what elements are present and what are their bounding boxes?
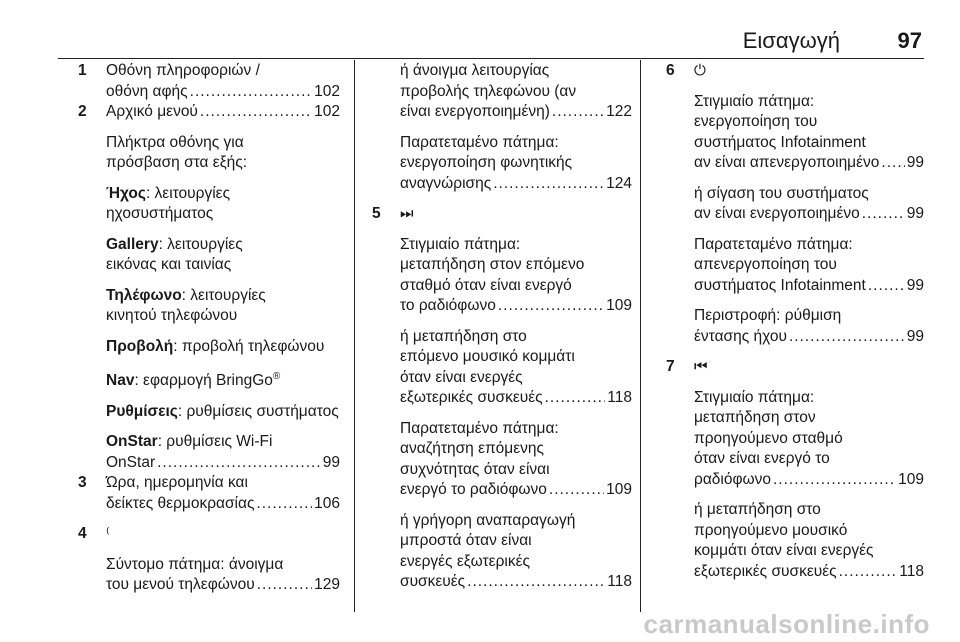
toc-line: εξωτερικές συσκευές ..... 118 (694, 562, 924, 583)
text-line: Στιγμιαίο πάτημα: (400, 235, 521, 253)
page-ref-link[interactable]: 109 (606, 297, 632, 314)
item-number: 7 (666, 358, 675, 375)
page-ref-link[interactable]: 99 (906, 154, 924, 171)
text-line: μπροστά όταν είναι (400, 532, 532, 549)
item-1 (58, 61, 340, 102)
text-line: Πλήκτρα οθόνης για (106, 133, 244, 151)
column-3 (646, 61, 924, 582)
projection-entry: Προβολή: προβολή τηλεφώνου (106, 337, 325, 355)
toc-line: του μενού τηλεφώνου ..... 129 (106, 575, 340, 596)
page-ref-link[interactable]: 99 (906, 276, 924, 294)
text-line: ηχοσυστήματος (106, 205, 214, 222)
item-7 (646, 357, 924, 582)
text-line: σταθμό όταν είναι ενεργό (400, 276, 572, 294)
page-ref-link[interactable]: 129 (314, 576, 340, 594)
column-1 (58, 61, 340, 596)
page-ref-link[interactable]: 122 (606, 103, 632, 120)
text-line: Οθόνη πληροφοριών / (106, 62, 260, 79)
toc-line: OnStar ..... 99 (106, 453, 340, 474)
text-line: Στιγμιαίο πάτημα: (694, 92, 815, 110)
phone-icon: ⁽ (106, 525, 110, 543)
page-ref-link[interactable]: 99 (906, 327, 924, 345)
nav-entry: Nav: εφαρμογή BringGo® (106, 371, 281, 390)
gallery-entry: Gallery: λειτουργίες (106, 235, 243, 253)
text-line: Παρατεταμένο πάτημα: (694, 235, 853, 253)
page-header-title: Εισαγωγή (742, 28, 840, 53)
toc-line: αναγνώρισης ..... 124 (400, 174, 632, 195)
text-line: συχνότητας όταν είναι (400, 460, 550, 478)
page-ref-link[interactable]: 99 (906, 205, 924, 222)
item-5 (352, 204, 632, 593)
text-line: απενεργοποίηση του (694, 256, 837, 273)
text-line: προηγούμενο σταθμό (694, 429, 843, 447)
text-line: προβολής τηλεφώνου (αν (400, 82, 577, 100)
text-line: ενεργοποίηση φωνητικής (400, 154, 573, 171)
text-line: μεταπήδηση στον (694, 409, 816, 426)
toc-line: αν είναι απενεργοποιημένο ..... 99 (694, 153, 924, 174)
item-number: 5 (372, 205, 381, 222)
text-line: εικόνας και ταινίας (106, 256, 232, 273)
column-divider-2 (640, 60, 641, 612)
text-line: πρόσβαση στα εξής: (106, 154, 248, 171)
item-number: 2 (78, 103, 87, 120)
text-line: όταν είναι ενεργές (400, 368, 523, 386)
page-ref-link[interactable]: 124 (606, 174, 632, 192)
toc-line: το ραδιόφωνο ..... 109 (400, 296, 632, 317)
text-line: συστήματος Infotainment (694, 133, 866, 151)
phone-entry: Τηλέφωνο: λειτουργίες (106, 286, 266, 304)
text-line: Ώρα, ημερομηνία και (106, 474, 248, 492)
page-ref-link[interactable]: 102 (314, 82, 340, 100)
item-number: 4 (78, 525, 87, 543)
text-line: κομμάτι όταν είναι ενεργές (694, 542, 874, 559)
toc-line: συστήματος Infotainment ..... 99 (694, 276, 924, 297)
page-ref-link[interactable]: 109 (898, 470, 924, 488)
text-line: ή μεταπήδηση στο (400, 327, 527, 345)
previous-track-icon: ⏮ (694, 358, 708, 375)
item-2 (58, 102, 340, 473)
item-4-continued (352, 61, 632, 194)
onstar-entry: OnStar: ρυθμίσεις Wi-Fi (106, 433, 273, 451)
text-line: ενεργοποίηση του (694, 113, 818, 130)
text-line: ενεργές εξωτερικές (400, 552, 530, 570)
page-ref-link[interactable]: 109 (606, 481, 632, 498)
text-line: Περιστροφή: ρύθμιση (694, 307, 842, 324)
text-line: ή γρήγορη αναπαραγωγή (400, 511, 576, 529)
toc-line: Αρχικό μενού ..... 102 (106, 102, 340, 123)
toc-line: είναι ενεργοποιημένη) ..... 122 (400, 102, 632, 123)
text-line: Σύντομο πάτημα: άνοιγμα (106, 555, 284, 573)
toc-line: οθόνη αφής ..... 102 (106, 82, 340, 103)
text-line: κινητού τηλεφώνου (106, 307, 238, 324)
toc-line: ενεργό το ραδιόφωνο ..... 109 (400, 480, 632, 501)
text-line: Παρατεταμένο πάτημα: (400, 419, 559, 437)
item-number: 3 (78, 474, 87, 492)
text-line: επόμενο μουσικό κομμάτι (400, 348, 575, 365)
header-rule (58, 58, 924, 59)
page-ref-link[interactable]: 106 (314, 494, 340, 512)
item-4 (58, 524, 340, 596)
page-ref-link[interactable]: 118 (607, 573, 632, 590)
toc-line: εξωτερικές συσκευές ..... 118 (400, 388, 632, 409)
power-icon: ⏻ (694, 62, 706, 79)
text-line: ή άνοιγμα λειτουργίας (400, 62, 550, 79)
toc-line: ραδιόφωνο ..... 109 (694, 470, 924, 491)
text-line: Παρατεταμένο πάτημα: (400, 133, 559, 151)
toc-line: συσκευές ..... 118 (400, 572, 632, 593)
item-3 (58, 473, 340, 514)
page-ref-link[interactable]: 118 (899, 562, 924, 580)
text-line: αναζήτηση επόμενης (400, 440, 544, 457)
watermark: carmanualsonline.info (643, 609, 930, 639)
column-2 (352, 61, 632, 593)
toc-line: δείκτες θερμοκρασίας ..... 106 (106, 494, 340, 515)
text-line: όταν είναι ενεργό το (694, 450, 830, 467)
page-ref-link[interactable]: 118 (607, 389, 632, 406)
toc-line: έντασης ήχου ..... 99 (694, 327, 924, 348)
page-ref-link[interactable]: 99 (322, 453, 340, 471)
item-number: 6 (666, 62, 675, 79)
text-line: μεταπήδηση στον επόμενο (400, 256, 585, 273)
settings-entry: Ρυθμίσεις: ρυθμίσεις συστήματος (106, 402, 339, 420)
next-track-icon: ⏭ (400, 205, 414, 222)
text-line: Στιγμιαίο πάτημα: (694, 388, 815, 406)
text-line: προηγούμενο μουσικό (694, 521, 848, 539)
page-ref-link[interactable]: 102 (314, 103, 340, 120)
ichos-entry: Ήχος: λειτουργίες (106, 184, 231, 202)
text-line: ή σίγαση του συστήματος (694, 184, 869, 202)
text-line: ή μεταπήδηση στο (694, 501, 821, 518)
page-number: 97 (897, 28, 922, 53)
toc-line: αν είναι ενεργοποιημένο ..... 99 (694, 204, 924, 225)
item-number: 1 (78, 62, 87, 79)
item-6 (646, 61, 924, 347)
